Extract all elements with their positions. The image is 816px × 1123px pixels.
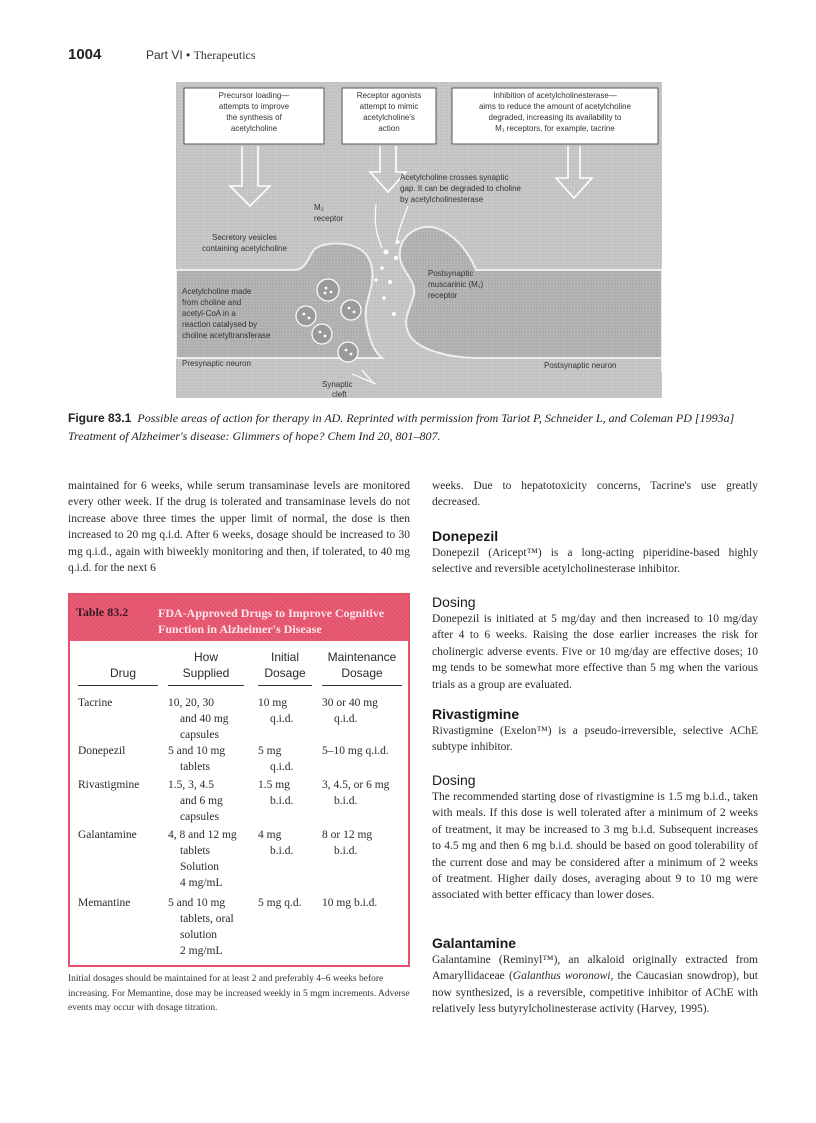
row-tacrine-drug: Tacrine xyxy=(78,697,113,709)
row-donepezil-maint: 5–10 mg q.i.d. xyxy=(322,745,389,757)
table-number: Table 83.2 xyxy=(76,605,129,619)
row-donepezil-drug: Donepezil xyxy=(78,745,126,757)
m2-line1: M₂ xyxy=(314,203,324,212)
row-memantine-initial: 5 mg q.d. xyxy=(258,897,302,909)
table-title: FDA-Approved Drugs to Improve Cognitive Function in Alzheimer's Disease xyxy=(158,606,385,636)
figure-caption xyxy=(68,409,758,445)
caption-label: Figure 83.1 xyxy=(68,411,132,425)
part-label: Part VI xyxy=(146,48,183,62)
vesicles-line1: Secretory vesicles xyxy=(212,233,277,242)
para-dosing-2: The recommended starting dose of rivastigmine is 1.5 mg b.i.d., taken with meals. If this dose is well tolerated after a minimum of 2 weeks of treatment, it may be increased to 3 mg b.i.d. Subsequent increases to 4.5 mg and then 6 mg b.i.d. should be based on good tolerability of the current dose and may be considered after a minimum of 2 weeks of treatment. Higher daily doses, averaging about 9 to 10 mg were associated with better efficacy than lower doses. xyxy=(432,791,758,902)
col-header-supplied: How Supplied xyxy=(182,650,230,680)
box2-line2: attempt to mimic xyxy=(359,102,419,111)
heading-galantamine: Galantamine xyxy=(432,935,517,951)
drug-table xyxy=(68,593,410,967)
row-galantamine-maint: 8 or 12 mg b.i.d. xyxy=(322,829,373,857)
para-dosing-1: Donepezil is initiated at 5 mg/day and then increased to 10 mg/day after 4 to 6 weeks. Raising the dose earlier increases the risk for cholinergic adverse events. Five or 10 mg/day are effective doses; 10 mg tends to be somewhat more effective than 5 mg when the various trials as a group are evaluated. xyxy=(432,613,758,691)
row-memantine-supplied: 5 and 10 mg tablets, oral solution 2 mg/mL xyxy=(168,897,234,957)
heading-dosing-1: Dosing xyxy=(432,594,476,610)
cleft-line2: cleft xyxy=(332,390,347,398)
col-header-maintenance: Maintenance Dosage xyxy=(327,650,397,680)
para-donepezil: Donepezil (Aricept™) is a long-acting piperidine-based highly selective and reversible acetylcholinesterase inhibitor. xyxy=(432,547,758,576)
box1-line3: the synthesis of xyxy=(226,113,282,122)
row-rivastigmine-supplied: 1.5, 3, 4.5 and 6 mg capsules xyxy=(168,779,223,823)
table-header-band xyxy=(70,595,408,641)
postsyn-label: Postsynaptic neuron xyxy=(544,361,617,370)
row-rivastigmine-drug: Rivastigmine xyxy=(78,779,140,791)
running-head xyxy=(146,48,256,63)
table-footnote: Initial dosages should be maintained for at least 2 and preferably 4–6 weeks before increasing. For Memantine, dose may be increased weekly in 5 mgm increments. Adverse events may occur with dosage titration. xyxy=(68,974,410,1014)
crosses-line2: gap. It can be degraded to choline xyxy=(400,184,521,193)
crosses-line3: by acetylcholinesterase xyxy=(400,195,484,204)
box2-line3: acetylcholine's xyxy=(363,113,415,122)
made-line5: choline acetyltransferase xyxy=(182,331,271,340)
vesicles-line2: containing acetylcholine xyxy=(202,244,287,253)
postsyn-rec-line3: receptor xyxy=(428,291,458,300)
made-line2: from choline and xyxy=(182,298,242,307)
right-intro: weeks. Due to hepatotoxicity concerns, Tacrine's use greatly decreased. xyxy=(432,480,758,509)
crosses-line1: Acetylcholine crosses synaptic xyxy=(400,173,509,182)
row-galantamine-drug: Galantamine xyxy=(78,829,137,841)
box3-line1: Inhibition of acetylcholinesterase— xyxy=(493,91,617,100)
row-tacrine-initial: 10 mg q.i.d. xyxy=(258,697,294,725)
row-galantamine-supplied: 4, 8 and 12 mg tablets Solution 4 mg/mL xyxy=(168,829,237,889)
heading-dosing-2: Dosing xyxy=(432,772,476,788)
section-label: Therapeutics xyxy=(193,48,256,62)
cleft-line1: Synaptic xyxy=(322,380,353,389)
para-rivastigmine: Rivastigmine (Exelon™) is a pseudo-irreversible, selective AChE subtype inhibitor. xyxy=(432,725,758,754)
para-galantamine: Galantamine (Reminyl™), an alkaloid originally extracted from Amaryllidaceae (Galanthus woronowi, the Caucasian snowdrop), but now synthesized, is a reversible, competitive inhibitor of AChE with relatively less butyrylcholinesterase activity (Harvey, 1995). xyxy=(432,954,758,1016)
row-tacrine-supplied: 10, 20, 30 and 40 mg capsules xyxy=(168,697,229,741)
row-galantamine-initial: 4 mg b.i.d. xyxy=(258,829,294,857)
postsyn-rec-line2: muscarinic (M₁) xyxy=(428,280,484,289)
row-donepezil-supplied: 5 and 10 mg tablets xyxy=(168,745,226,773)
made-line4: reaction catalysed by xyxy=(182,320,258,329)
postsyn-rec-line1: Postsynaptic xyxy=(428,269,474,278)
page-number: 1004 xyxy=(68,46,102,63)
col-header-drug: Drug xyxy=(109,666,136,680)
caption-text: Possible areas of action for therapy in AD. Reprinted with permission from Tariot P, Schneider L, and Coleman PD [1993a] Treatment of Alzheimer's disease: Glimmers of hope? Chem Ind 20, 801–807. xyxy=(68,411,735,443)
m2-line2: receptor xyxy=(314,214,344,223)
row-memantine-maint: 10 mg b.i.d. xyxy=(322,897,378,909)
heading-rivastigmine: Rivastigmine xyxy=(432,706,520,722)
presyn-label: Presynaptic neuron xyxy=(182,359,251,368)
box1-line2: attempts to improve xyxy=(218,102,290,111)
col-header-initial: Initial Dosage xyxy=(264,650,306,680)
box2-line4: action xyxy=(378,124,400,133)
row-rivastigmine-initial: 1.5 mg b.i.d. xyxy=(258,779,294,807)
made-line3: acetyl-CoA in a xyxy=(182,309,236,318)
heading-donepezil: Donepezil xyxy=(432,528,499,544)
box2-line1: Receptor agonists xyxy=(356,91,422,100)
row-donepezil-initial: 5 mg q.i.d. xyxy=(258,745,294,773)
made-line1: Acetylcholine made xyxy=(182,287,252,296)
row-memantine-drug: Memantine xyxy=(78,897,131,909)
box3-line3: degraded, increasing its availability to xyxy=(488,113,622,122)
synapse-figure xyxy=(176,82,662,398)
box3-line4: M₁ receptors, for example, tacrine xyxy=(495,124,615,133)
row-rivastigmine-maint: 3, 4.5, or 6 mg b.i.d. xyxy=(322,779,390,807)
left-paragraph: maintained for 6 weeks, while serum transaminase levels are monitored every other week. If the drug is tolerated and transaminase levels do not increase above three times the upper limit of normal, the dose is then increased to 20 mg q.i.d. After 6 weeks, dosage should be increased to 30 mg q.i.d., again with biweekly monitoring and then, if tolerated, to 40 mg q.i.d. for the next 6 xyxy=(68,480,410,575)
box3-line2: aims to reduce the amount of acetylcholine xyxy=(478,102,632,111)
box1-line4: acetylcholine xyxy=(230,124,278,133)
bullet: • xyxy=(186,48,191,62)
row-tacrine-maint: 30 or 40 mg q.i.d. xyxy=(322,697,378,725)
box1-line1: Precursor loading— xyxy=(218,91,290,100)
